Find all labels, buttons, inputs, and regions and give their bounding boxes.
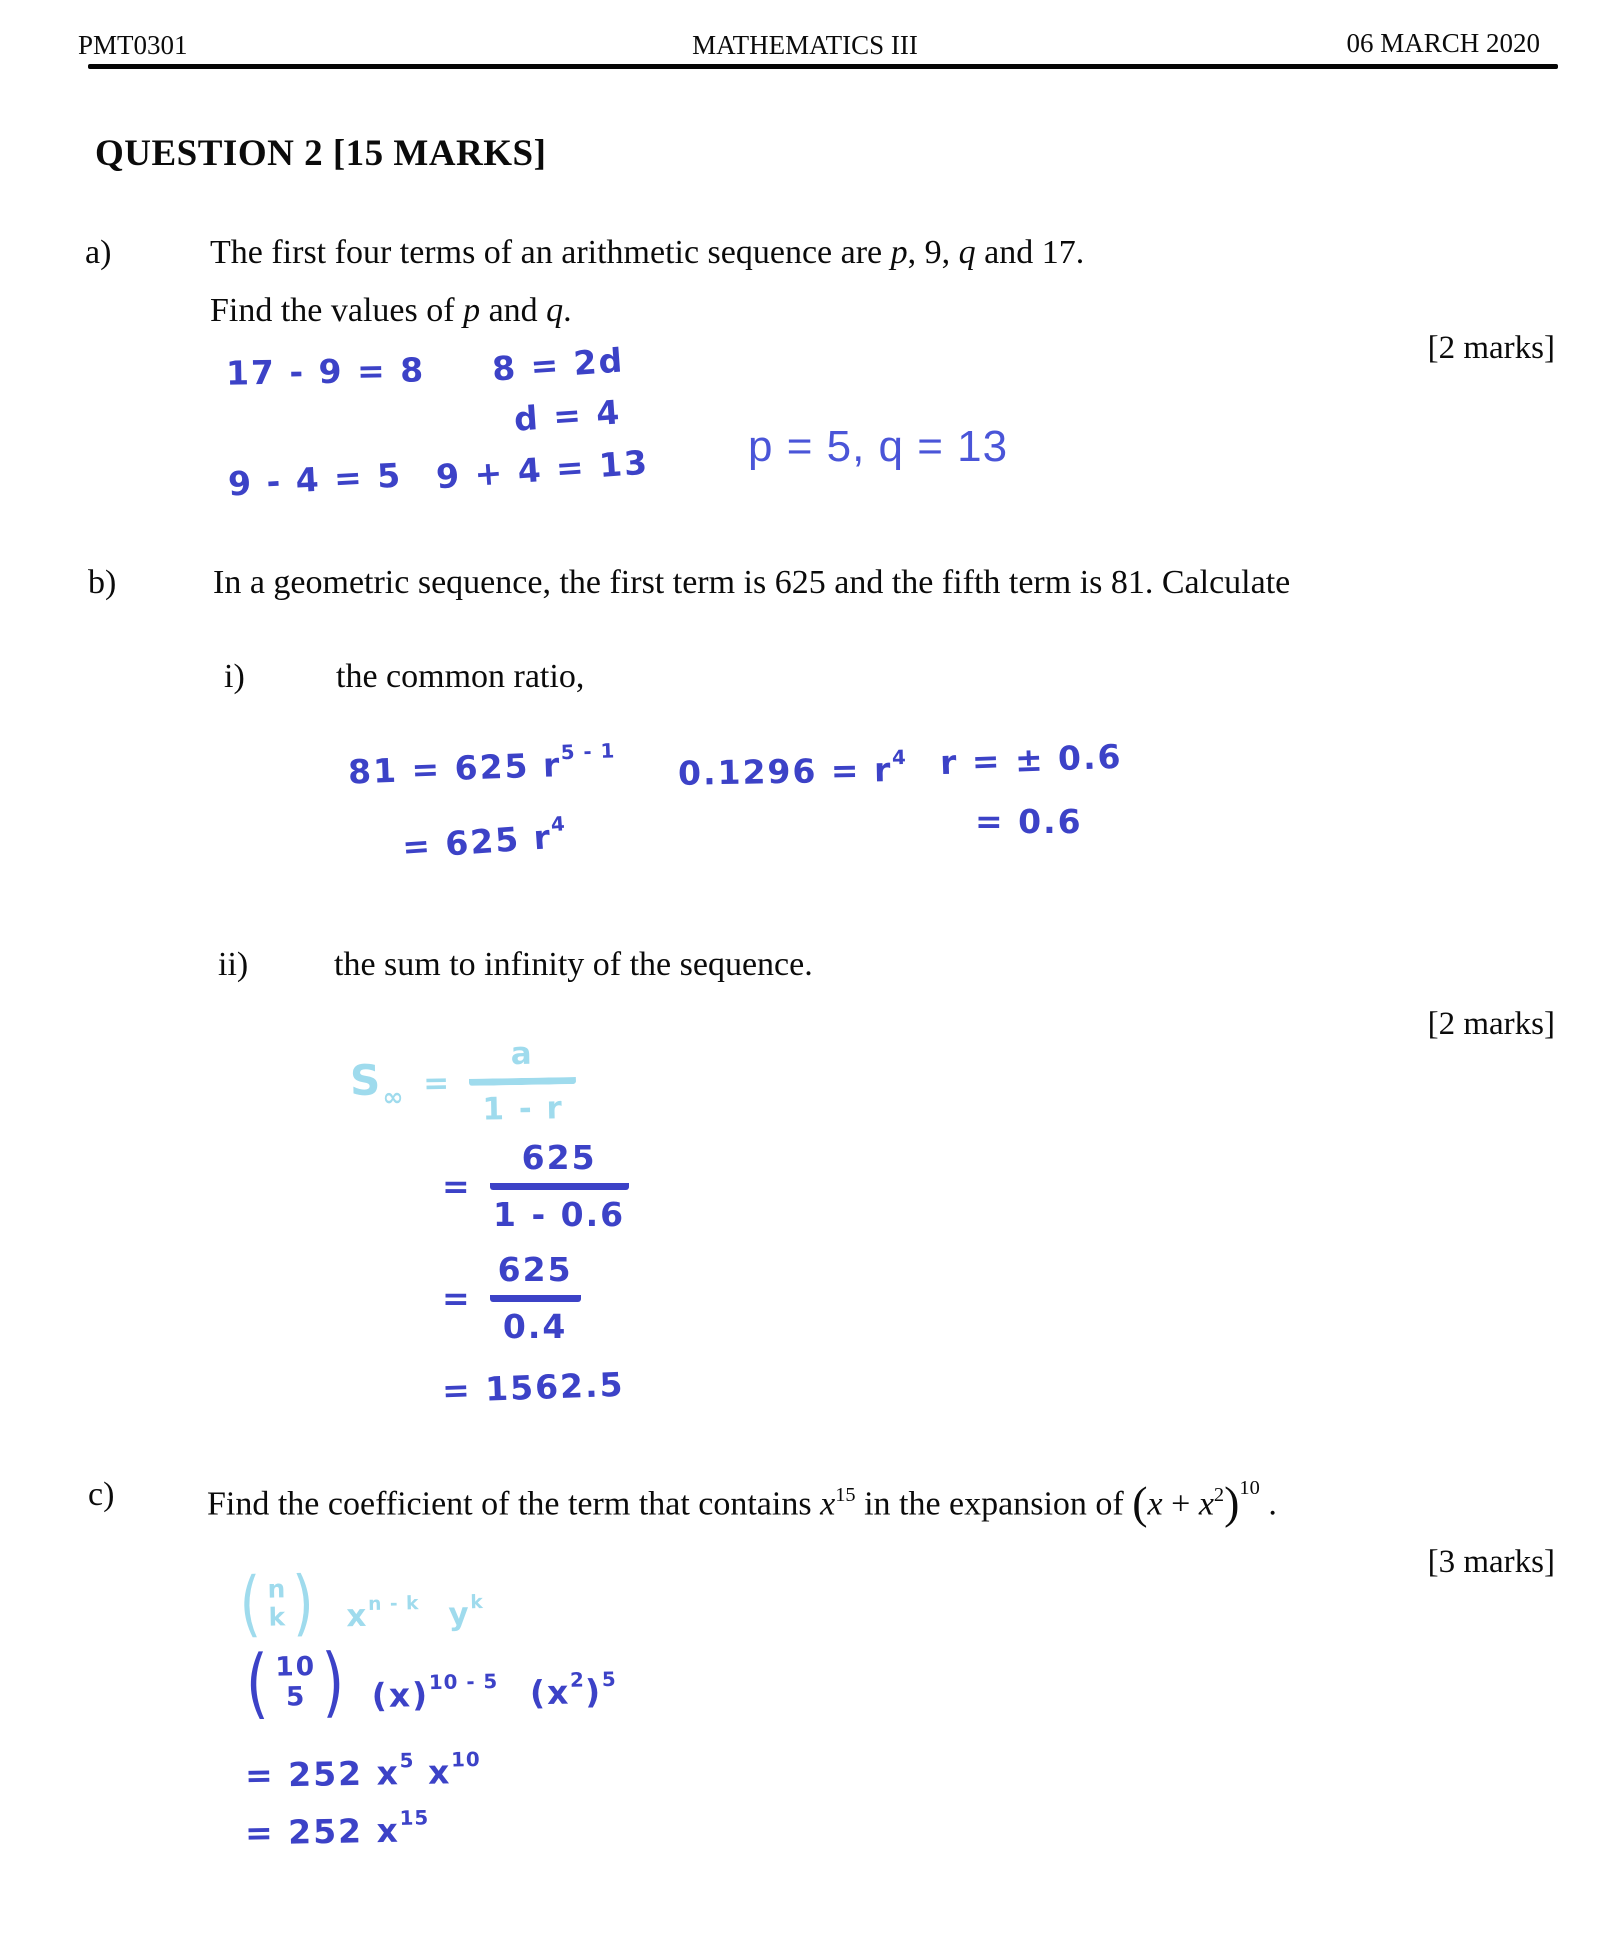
exponent-15: 15 xyxy=(835,1484,856,1507)
part-b-label: b) xyxy=(88,564,117,601)
part-b-ii-marks: [2 marks] xyxy=(1427,1006,1555,1042)
open-paren: ( xyxy=(238,1561,263,1646)
exponent-2: 2 xyxy=(1213,1484,1225,1507)
binom-top: 10 xyxy=(275,1650,317,1683)
exponent: n - k xyxy=(367,1593,420,1616)
handwritten-eq-c4: = 252 $x^{15}$ xyxy=(244,1806,430,1853)
part-a-label: a) xyxy=(85,234,112,271)
handwritten-step-bii2: = $\frac{625}{0.4}$ xyxy=(442,1252,581,1346)
handwritten-eq-a3: d = 4 xyxy=(512,392,623,439)
part-c-text: Find the coefficient of the term that contains $x^{15}$ in the expansion of $(x + x^2)^{10}$ . xyxy=(207,1476,1277,1528)
part-a-marks: [2 marks] xyxy=(1427,330,1555,366)
handwritten-eq-bi2: = 625 $r^4$ xyxy=(400,812,567,867)
exponent: 10 - 5 xyxy=(428,1669,499,1695)
handwritten-eq-a1: 17 - 9 = 8 xyxy=(225,350,426,393)
open-paren: ( xyxy=(245,1638,271,1728)
factor-x: (x) xyxy=(371,1675,430,1716)
fraction-denominator: 1 - r xyxy=(482,1090,565,1128)
handwritten-binomial-general-term xyxy=(235,1560,484,1646)
binom-bottom: 5 xyxy=(285,1681,307,1713)
handwritten-eq-a4: 9 - 4 = 5 xyxy=(227,455,404,504)
var-x: x xyxy=(1147,1485,1163,1523)
header-date: 06 MARCH 2020 xyxy=(1346,28,1540,58)
part-b-i-label: i) xyxy=(224,658,245,695)
exponent: 4 xyxy=(550,812,567,837)
handwritten-eq-bi5: = 0.6 xyxy=(975,802,1083,841)
binom-top: n xyxy=(267,1573,288,1604)
typed-answer-a: p = 5, q = 13 xyxy=(748,422,1009,471)
var-q: q xyxy=(546,292,564,329)
binomial-coefficient xyxy=(241,1637,350,1728)
var-x: x xyxy=(1198,1485,1214,1523)
part-a-line2: Find the values of p and q. xyxy=(210,292,572,329)
exponent: 2 xyxy=(569,1668,586,1692)
handwritten-eq-a5: 9 + 4 = 13 xyxy=(434,442,651,497)
header-subject: MATHEMATICS III xyxy=(692,30,918,60)
close-paren: ) xyxy=(321,1637,347,1726)
binomial-coefficient xyxy=(235,1560,319,1646)
handwritten-step-bii1: = $\frac{625}{1 - 0.6}$ xyxy=(442,1140,629,1234)
binom-bottom: k xyxy=(268,1602,288,1632)
fraction xyxy=(490,1140,629,1234)
part-b-ii-label: ii) xyxy=(218,946,249,983)
handwritten-eq-bi3: $0.1296 = r^4$ xyxy=(677,746,908,793)
close-paren: ) xyxy=(292,1560,317,1645)
exponent: 4 xyxy=(891,746,908,770)
fraction-numerator: a xyxy=(468,1036,576,1086)
fraction-numerator: 625 xyxy=(490,1252,581,1302)
handwritten-eq-bi4: r = ± 0.6 xyxy=(939,736,1124,783)
part-b-text: In a geometric sequence, the first term is 625 and the fifth term is 81. Calculate xyxy=(213,564,1291,601)
var-q: q xyxy=(958,234,976,271)
infinity-subscript: ∞ xyxy=(382,1082,406,1113)
handwritten-eq-c3: = 252 $x^5$ $x^{10}$ xyxy=(244,1747,481,1795)
fraction xyxy=(490,1252,581,1346)
fraction-denominator: 0.4 xyxy=(502,1307,568,1347)
var-x: x xyxy=(820,1485,836,1523)
var-p: p xyxy=(890,234,908,271)
part-c-marks: [3 marks] xyxy=(1427,1544,1555,1580)
handwritten-formula-sum-infinity: $S_\infty$ = $\frac{a}{1 - r}$ xyxy=(349,1036,577,1129)
exponent: k xyxy=(470,1592,484,1614)
part-b-ii-text: the sum to infinity of the sequence. xyxy=(334,946,813,983)
exponent: 10 xyxy=(450,1747,481,1772)
var-y: y xyxy=(448,1596,471,1633)
fraction xyxy=(468,1036,576,1127)
exponent: 5 xyxy=(601,1667,617,1692)
fraction-numerator: 625 xyxy=(490,1140,629,1190)
part-b-i-text: the common ratio, xyxy=(336,658,585,695)
var-p: p xyxy=(463,292,481,329)
fraction-denominator: 1 - 0.6 xyxy=(493,1195,626,1235)
close-paren: ) xyxy=(1224,1477,1240,1528)
question-title: QUESTION 2 [15 MARKS] xyxy=(95,133,547,174)
sum-symbol: $S_\infty$ xyxy=(349,1055,406,1113)
header-rule xyxy=(88,64,1558,69)
handwritten-eq-c2: ( 10 5 ) $(x)^{10 - 5}$ $(x^2)^5$ xyxy=(241,1645,617,1718)
handwritten-step-bii3: = 1562.5 xyxy=(441,1364,626,1411)
part-c-label: c) xyxy=(88,1476,115,1513)
exponent: 5 xyxy=(399,1749,415,1773)
var-x: x xyxy=(346,1597,369,1635)
header-doc-code: PMT0301 xyxy=(78,30,188,60)
handwritten-eq-a2: 8 = 2d xyxy=(490,340,626,389)
part-a-line1: The first four terms of an arithmetic sequence are p, 9, q and 17. xyxy=(210,234,1085,271)
exponent: 15 xyxy=(399,1806,430,1830)
exponent-10: 10 xyxy=(1239,1476,1260,1499)
open-paren: ( xyxy=(1132,1477,1148,1528)
exponent: 5 - 1 xyxy=(560,739,616,765)
factor-x-squared: (x xyxy=(529,1672,571,1713)
handwritten-eq-bi1: 81 = 625 $r^{5 - 1}$ xyxy=(347,739,616,792)
